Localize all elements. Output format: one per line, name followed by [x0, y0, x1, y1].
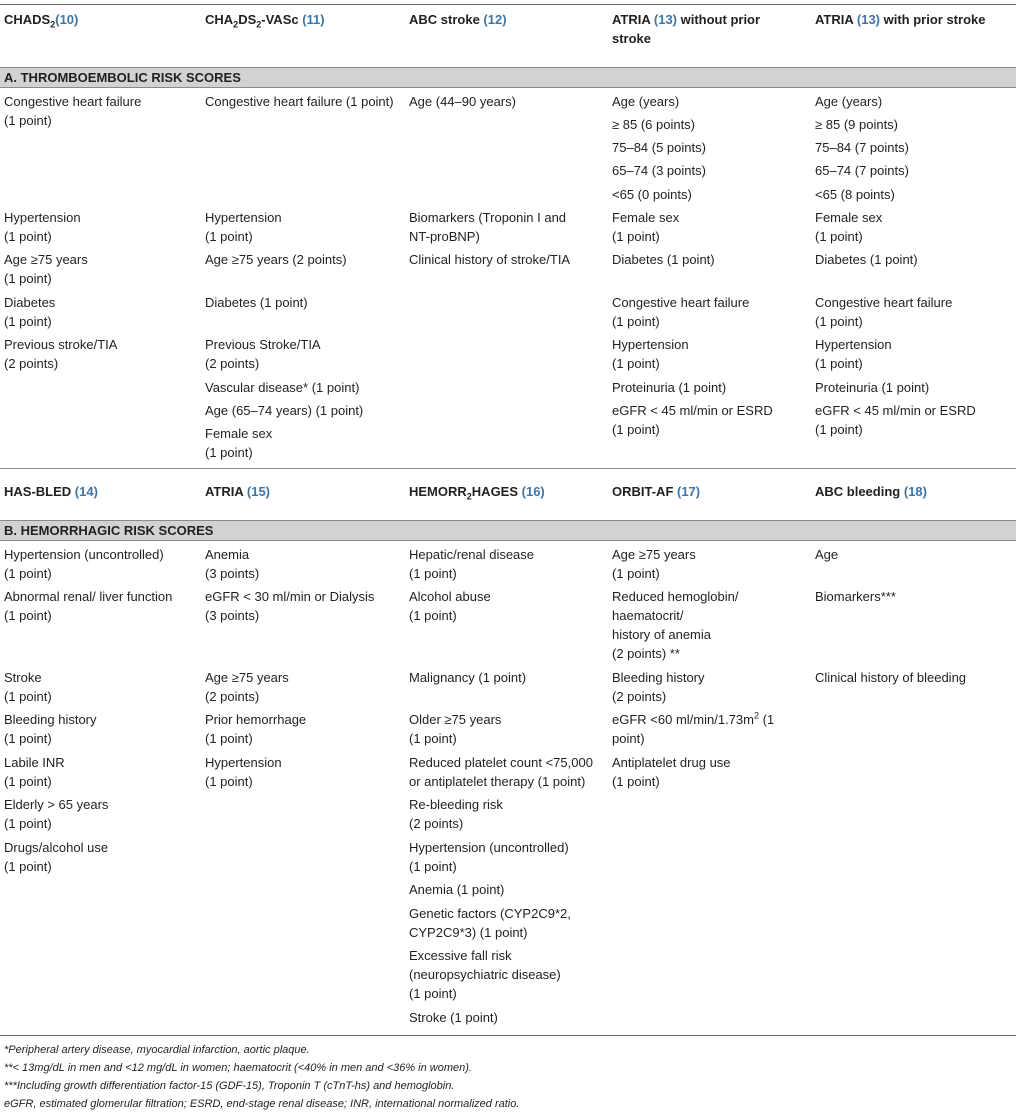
header-atria-without-prior-stroke: ATRIA (13) without prior stroke — [612, 12, 761, 46]
cell-text: Reduced platelet count <75,000 — [409, 755, 593, 770]
cell-text: (2 points) — [612, 689, 667, 704]
cell-text: Congestive heart failure — [612, 295, 750, 310]
cell-text: (neuropsychiatric disease) — [409, 967, 561, 982]
header-cha2ds2-vasc: $CHA_2DS_2$-VASc (11) — [205, 12, 325, 30]
cell-text: (1 point) — [4, 816, 52, 831]
cell-text: (1 point) — [815, 422, 863, 437]
cell-text: eGFR <60 $ml/\min/1.73m^2$ (1 — [612, 710, 775, 727]
cell-text: 75–84 (7 points) — [815, 140, 909, 155]
cell-text: Age — [815, 547, 839, 562]
cell-text: (2 points) — [4, 356, 59, 371]
header-has-bled: HAS-BLED (14) — [4, 484, 98, 499]
table-top-rule — [0, 4, 1016, 5]
cell-text: (2 points) — [409, 816, 464, 831]
header-atria-bleeding: ATRIA (15) — [205, 484, 271, 499]
cell-text: Age (44–90 years) — [409, 94, 516, 109]
cell-text: (1 point) — [612, 314, 660, 329]
cell-text: Labile INR — [4, 755, 65, 770]
footnote: eGFR, estimated glomerular filtration; ESRD, end-stage renal disease; INR, international normalized ratio. — [4, 1098, 520, 1110]
cell-text: (1 point) — [409, 986, 457, 1001]
header-orbit-af: ORBIT-AF (17) — [612, 484, 701, 499]
cell-text: Prior hemorrhage — [205, 712, 307, 727]
cell-text: Vascular disease* (1 point) — [205, 380, 360, 395]
cell-text: (1 point) — [815, 314, 863, 329]
section-a-band — [0, 67, 1016, 88]
cell-text: Stroke (1 point) — [409, 1010, 498, 1025]
cell-text: eGFR < 45 ml/min or ESRD — [815, 403, 976, 418]
cell-text: Alcohol abuse — [409, 589, 491, 604]
cell-text: Female sex — [612, 210, 680, 225]
cell-text: Stroke — [4, 670, 42, 685]
cell-text: Hypertension (uncontrolled) — [4, 547, 164, 562]
cell-text: <65 (8 points) — [815, 187, 895, 202]
cell-text: Re-bleeding risk — [409, 797, 503, 812]
cell-text: Reduced hemoglobin/ — [612, 589, 739, 604]
cell-text: Hypertension — [612, 337, 689, 352]
cell-text: Previous stroke/TIA — [4, 337, 118, 352]
cell-text: eGFR < 45 ml/min or ESRD — [612, 403, 773, 418]
cell-text: (1 point) — [409, 608, 457, 623]
cell-text: ≥ 85 (9 points) — [815, 117, 899, 132]
cell-text: Hypertension — [4, 210, 81, 225]
cell-text: Hypertension — [205, 210, 282, 225]
footnote: **< 13mg/dL in men and <12 mg/dL in women; haematocrit (<40% in men and <36% in women). — [4, 1062, 472, 1074]
cell-text: (1 point) — [612, 566, 660, 581]
cell-text: Malignancy (1 point) — [409, 670, 527, 685]
cell-text: Drugs/alcohol use — [4, 840, 109, 855]
cell-text: haematocrit/ — [612, 608, 684, 623]
cell-text: eGFR < 30 ml/min or Dialysis — [205, 589, 375, 604]
header-atria-with-prior-stroke: ATRIA (13) with prior stroke — [815, 12, 986, 27]
cell-text: 65–74 (3 points) — [612, 163, 706, 178]
cell-text: Clinical history of stroke/TIA — [409, 252, 571, 267]
cell-text: Diabetes (1 point) — [612, 252, 715, 267]
cell-text: Bleeding history — [612, 670, 705, 685]
cell-text: (1 point) — [815, 356, 863, 371]
cell-text: <65 (0 points) — [612, 187, 692, 202]
cell-text: Clinical history of bleeding — [815, 670, 967, 685]
cell-text: Congestive heart failure (1 point) — [205, 94, 394, 109]
cell-text: (1 point) — [4, 774, 52, 789]
cell-text: (1 point) — [4, 608, 52, 623]
cell-text: Hypertension — [205, 755, 282, 770]
cell-text: Diabetes — [4, 295, 56, 310]
cell-text: (1 point) — [4, 731, 52, 746]
cell-text: (1 point) — [612, 774, 660, 789]
cell-text: Female sex — [205, 426, 273, 441]
cell-text: Age ≥75 years — [205, 670, 289, 685]
cell-text: (1 point) — [205, 229, 253, 244]
cell-text: (1 point) — [409, 566, 457, 581]
cell-text: Age (65–74 years) (1 point) — [205, 403, 364, 418]
cell-text: (1 point) — [4, 314, 52, 329]
cell-text: Hypertension — [815, 337, 892, 352]
cell-text: Age ≥75 years — [4, 252, 88, 267]
cell-text: (1 point) — [815, 229, 863, 244]
cell-text: Proteinuria (1 point) — [815, 380, 930, 395]
cell-text: Hypertension (uncontrolled) — [409, 840, 569, 855]
cell-text: (1 point) — [612, 422, 660, 437]
cell-text: NT-proBNP) — [409, 229, 480, 244]
header-abc-stroke: ABC stroke (12) — [409, 12, 507, 27]
cell-text: (1 point) — [205, 445, 253, 460]
header-abc-bleeding: ABC bleeding (18) — [815, 484, 927, 499]
cell-text: CYP2C9*3) (1 point) — [409, 925, 528, 940]
cell-text: Age ≥75 years — [612, 547, 696, 562]
cell-text: (1 point) — [612, 356, 660, 371]
cell-text: Elderly > 65 years — [4, 797, 109, 812]
cell-text: Biomarkers (Troponin I and — [409, 210, 567, 225]
cell-text: Diabetes (1 point) — [815, 252, 918, 267]
cell-text: (1 point) — [4, 689, 52, 704]
footnote: ***Including growth differentiation factor-15 (GDF-15), Troponin T (cTnT-hs) and hemoglobin. — [4, 1080, 455, 1092]
header-hemorr2hages: $HEMORR_2HAGES$ (16) — [409, 484, 545, 502]
cell-text: point) — [612, 731, 645, 746]
header-chads2: $CHADS_2(10)$ — [4, 12, 79, 30]
cell-text: (1 point) — [205, 731, 253, 746]
cell-text: (1 point) — [612, 229, 660, 244]
cell-text: (3 points) — [205, 566, 260, 581]
cell-text: Age (years) — [815, 94, 883, 109]
cell-text: (2 points) ** — [612, 646, 680, 661]
cell-text: (3 points) — [205, 608, 260, 623]
footnote: *Peripheral artery disease, myocardial infarction, aortic plaque. — [4, 1044, 310, 1056]
cell-text: (2 points) — [205, 356, 260, 371]
cell-text: (1 point) — [409, 859, 457, 874]
cell-text: ≥ 85 (6 points) — [612, 117, 696, 132]
cell-text: Bleeding history — [4, 712, 97, 727]
cell-text: Excessive fall risk — [409, 948, 512, 963]
cell-text: (1 point) — [4, 859, 52, 874]
section-a-title: A. THROMBOEMBOLIC RISK SCORES — [4, 70, 241, 85]
cell-text: (2 points) — [205, 689, 260, 704]
cell-text: 65–74 (7 points) — [815, 163, 909, 178]
section-b-title: B. HEMORRHAGIC RISK SCORES — [4, 523, 214, 538]
section-b-band — [0, 520, 1016, 541]
cell-text: Older ≥75 years — [409, 712, 502, 727]
cell-text: or antiplatelet therapy (1 point) — [409, 774, 586, 789]
cell-text: Antiplatelet drug use — [612, 755, 731, 770]
cell-text: Proteinuria (1 point) — [612, 380, 727, 395]
cell-text: Anemia (1 point) — [409, 882, 505, 897]
cell-text: Age ≥75 years (2 points) — [205, 252, 347, 267]
section-divider-rule — [0, 468, 1016, 469]
cell-text: (1 point) — [4, 271, 52, 286]
cell-text: Biomarkers*** — [815, 589, 896, 604]
cell-text: Hepatic/renal disease — [409, 547, 535, 562]
cell-text: Congestive heart failure — [4, 94, 142, 109]
cell-text: (1 point) — [205, 774, 253, 789]
cell-text: Age (years) — [612, 94, 680, 109]
cell-text: Genetic factors (CYP2C9*2, — [409, 906, 571, 921]
cell-text: Abnormal renal/ liver function — [4, 589, 173, 604]
cell-text: (1 point) — [4, 566, 52, 581]
table-bottom-rule — [0, 1035, 1016, 1036]
cell-text: 75–84 (5 points) — [612, 140, 706, 155]
cell-text: (1 point) — [4, 229, 52, 244]
cell-text: Congestive heart failure — [815, 295, 953, 310]
cell-text: Previous Stroke/TIA — [205, 337, 321, 352]
cell-text: Anemia — [205, 547, 250, 562]
cell-text: Diabetes (1 point) — [205, 295, 308, 310]
cell-text: history of anemia — [612, 627, 711, 642]
cell-text: (1 point) — [4, 113, 52, 128]
cell-text: Female sex — [815, 210, 883, 225]
cell-text: (1 point) — [409, 731, 457, 746]
